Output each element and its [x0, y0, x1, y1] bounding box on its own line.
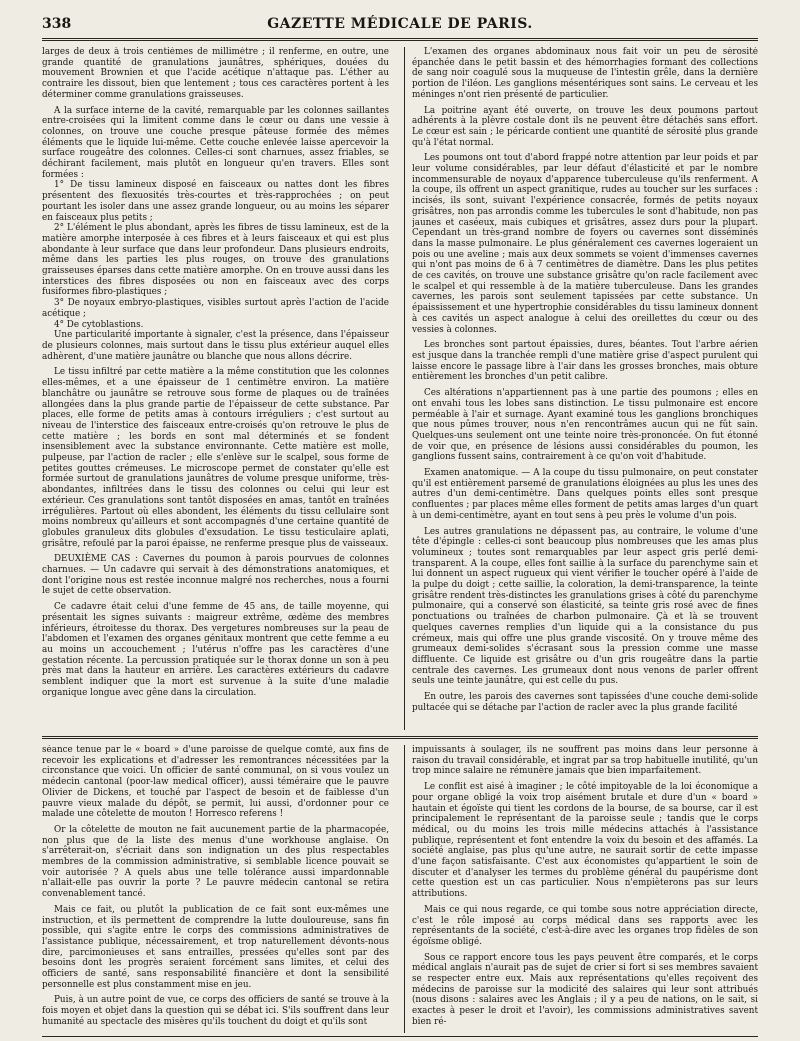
top-right-column: [412, 47, 758, 730]
bottom-left-column: [42, 745, 389, 1033]
paragraph: La poitrine ayant été ouverte, on trouve les deux poumons partout adhérents à la plèvre costale dont ils ne peuvent être détachés sans effort. Le cœur est sain ; le péricarde contient une quantité de sérosité plus grande qu'à l'état normal.: [412, 105, 758, 148]
column-divider: [404, 745, 405, 1033]
paragraph: 1° De tissu lamineux disposé en faisceaux ou nattes dont les fibres présentent des flexuosités très-courtes et très-rapprochées ; on peut pourtant les isoler dans une assez grande longueur, ou au moins les séparer en faisceaux plus petits ;: [42, 180, 389, 223]
paragraph: Mais ce fait, ou plutôt la publication de ce fait sont eux-mêmes une instruction, et ils permettent de comprendre la lutte douloureuse, sans fin possible, qui s'agite entre le corps des commissions administratives de l'assistance publique, nécessairement, et trop naturellement dévonts-nous dire, parcimonieuses et sans entrailles, pressées qu'elles sont par des besoins dont les progrès seraient forcément sans limites, et celui des officiers de santé, sans responsabilité financière et dont la sensibilité personnelle est plus constamment mise en jeu.: [42, 904, 389, 990]
paragraph: En outre, les parois des cavernes sont tapissées d'une couche demi-solide pultacée qui se détache par l'action de racler avec la plus grande facilité: [412, 692, 758, 713]
paragraph: Les bronches sont partout épaissies, dures, béantes. Tout l'arbre aérien est jusque dans la tranchée rempli d'une matière grise d'aspect purulent qui laisse encore le passage libre à l'air dans les grosses bronches, mais obture entièrement les bronches d'un petit calibre.: [412, 340, 758, 383]
paragraph: Examen anatomique. — A la coupe du tissu pulmonaire, on peut constater qu'il est entièrement parsemé de granulations éloignées au plus les unes des autres d'un demi-centimètre. Dans quelques points elles sont presque confluentes ; par places même elles forment de petits amas larges d'un quart à un demi-centimètre, ayant en tout sens à peu près le volume d'un pois.: [412, 468, 758, 521]
paragraph: A la surface interne de la cavité, remarquable par les colonnes saillantes entre-croisées qui la limitent comme dans le cœur ou dans une vessie à colonnes, on trouve une couche presque pâteuse formée des mêmes éléments que le liquide lui-même. Cette couche enlevée laisse apercevoir la surface rougeâtre des colonnes. Celles-ci sont charnues, assez friables, se déchirant facilement, mais plutôt en longueur qu'en travers. Elles sont formées :: [42, 105, 389, 180]
paragraph: Mais ce qui nous regarde, ce qui tombe sous notre appréciation directe, c'est le rôle imposé au corps médical dans ses rapports avec les représentants de la société, c'est-à-dire avec les organes trop fidèles de son égoïsme obligé.: [412, 904, 758, 947]
paragraph: L'examen des organes abdominaux nous fait voir un peu de sérosité épanchée dans le petit bassin et des hémorrhagies formant des collections de sang noir coagulé sous la muqueuse de l'intestin grêle, dans la dernière portion de l'iléon. Les ganglions mésentériques sont sains. Le cerveau et les méninges n'ont rien présenté de particulier.: [412, 47, 758, 100]
paragraph: impuissants à soulager, ils ne souffrent pas moins dans leur personne à raison du travail considérable, et ingrat par sa trop habituelle inutilité, qu'un trop mince salaire ne rémunère jamais que bien imparfaitement.: [412, 745, 758, 777]
top-left-column: [42, 47, 389, 730]
header-rule: [42, 38, 758, 39]
paragraph: 3° De noyaux embryo-plastiques, visibles surtout après l'action de l'acide acétique ;: [42, 298, 389, 319]
paragraph: larges de deux à trois centièmes de millimètre ; il renferme, en outre, une grande quantité de granulations jaunâtres, sphériques, douées du mouvement Brownien et que l'acide acétique n'attaque pas. L'éther au contraire les dissout, bien que lentement ; tous ces caractères portent à les déterminer comme granulations graisseuses.: [42, 47, 389, 100]
page-header: [42, 16, 758, 34]
case-heading-paragraph: DEUXIÈME CAS : Cavernes du poumon à parois pourvues de colonnes charnues. — Un cadavre qui servait à des démonstrations anatomiques, et dont l'origine nous est restée inconnue malgré nos recherches, nous a fourni le sujet de cette observation.: [42, 554, 389, 597]
column-divider: [404, 47, 405, 730]
journal-title: GAZETTE MÉDICALE DE PARIS.: [267, 16, 533, 32]
header-rule-double: [42, 40, 758, 41]
paragraph: 2° L'élément le plus abondant, après les fibres de tissu lamineux, est de la matière amorphe interposée à ces fibres et à leurs faisceaux et qui est plus abondante à leur surface que dans leur profondeur. Dans plusieurs endroits, même dans les parties les plus rouges, on trouve des granulations graisseuses éparses dans cette matière amorphe. On en trouve aussi dans les interstices des fibres disposées ou non en faisceaux avec des corps fusiformes fibro-plastiques ;: [42, 223, 389, 298]
paragraph: Le tissu infiltré par cette matière a la même constitution que les colonnes elles-mêmes, et a une épaisseur de 1 centimètre environ. La matière blanchâtre ou jaunâtre se retrouve sous forme de plaques ou de traînées allongées dans la plus grande partie de l'épaisseur de cette substance. Par places, elle forme de petits amas à contours irréguliers ; c'est surtout au niveau de l'interstice des faisceaux entre-croisés qu'on retrouve le plus de cette matière ; les bords en sont mal déterminés et se fondent insensiblement avec la substance environnante. Cette matière est molle, pulpeuse, par l'action de racler ; elle s'enlève sur le scalpel, sous forme de petites gouttes crémeuses. Le microscope permet de constater qu'elle est formée surtout de granulations jaunâtres de volume presque uniforme, très-abondantes, infiltrées dans le tissu des colonnes ou celui qui leur est extérieur. Ces granulations sont tantôt disposées en amas, tantôt en traînées irrégulières. Partout où elles abondent, les éléments du tissu cellulaire sont moins nombreux qu'ailleurs et sont accompagnés d'une certaine quantité de globules granuleux dits globules d'exsudation. Le tissu testiculaire aplati, grisâtre, refoulé par la paroi épaisse, ne renferme presque plus de vaisseaux.: [42, 367, 389, 549]
paragraph: Sous ce rapport encore tous les pays peuvent être comparés, et le corps médical anglais n'aurait pas de sujet de crier si fort si ses membres savaient se respecter entre eux. Mais aux représentations qu'elles reçoivent des médecins de paroisse sur la modicité des salaires qui leur sont attribués (nous disons : salaires avec les Anglais ; il y a peu de nations, on le sait, si exactes à peser le droit et l'avoir), les commissions administratives savent bien ré-: [412, 952, 758, 1027]
paragraph: 4° De cytoblastions.: [54, 319, 144, 330]
paragraph: Les poumons ont tout d'abord frappé notre attention par leur poids et par leur volume considérables, par leur défaut d'élasticité et par le nombre incommensurable de noyaux d'apparence tuberculeuse qu'ils renferment. A la coupe, ils offrent un aspect granitique, rudes au toucher sur les surfaces : incisés, ils sont, suivant l'expérience consacrée, formés de petits noyaux grisâtres, non pas arrondis comme les tubercules le sont d'habitude, non pas jaunes et caséeux, mais cubiques et grisâtres, assez durs pour la plupart. Cependant un très-grand nombre de foyers ou cavernes sont disséminés dans la masse pulmonaire. Le plus généralement ces cavernes logeraient un pois ou une aveline ; mais aux deux sommets se voient d'immenses cavernes qui n'ont pas moins de 6 à 7 centimètres de diamètre. Dans les plus petites de ces cavités, on trouve une substance grisâtre qu'on racle facilement avec le scalpel et qui ressemble à de la matière tuberculeuse. Dans les grandes cavernes, les parois sont seulement tapissées par cette substance. Un épaississement et une hypertrophie considérables du tissu lamineux donnent à ces cavités un aspect analogue à celui des oreillettes du cœur ou des vessies à colonnes.: [412, 153, 758, 335]
footer-rule: [42, 1036, 758, 1037]
paragraph: Le conflit est aisé à imaginer ; le côté impitoyable de la loi économique a pour organe obligé la voix trop aisément brutale et dure d'un « board » hautain et égoïste qui tient les cordons de la bourse, de sa bourse, car il est principalement le représentant de la paroisse seule ; tandis que le corps médical, ou du moins les trois mille médecins attachés à l'assistance publique, représentent et font entendre la voix du besoin et des affamés. La société anglaise, pas plus qu'une autre, ne saurait sortir de cette impasse d'une façon satisfaisante. C'est aux économistes qu'appartient le soin de discuter et d'analyser les termes du problème général du paupérisme dont cette question est un cas particulier. Nous n'empièterons pas sur leurs attributions.: [412, 782, 758, 900]
paragraph: Les autres granulations ne dépassent pas, au contraire, le volume d'une tête d'épingle : celles-ci sont beaucoup plus nombreuses que les amas plus volumineux ; toutes sont remarquables par leur aspect gris perlé demi-transparent. A la coupe, elles font saillie à la surface du parenchyme sain et lui donnent un aspect rugueux qui vient vérifier le toucher opéré à l'aide de la pulpe du doigt ; cette saillie, la coloration, la demi-transparence, la teinte grisâtre rendent très-distinctes les granulations grises à côté du parenchyme pulmonaire, qui a conservé son élasticité, sa teinte gris rosé avec de fines ponctuations ou traînées de charbon pulmonaire. Çà et là se trouvent quelques cavernes remplies d'un liquide qui a la consistance du pus crémeux, mais qui offre une plus grande viscosité. On y trouve même des grumeaux demi-solides s'écrasant sous la pression comme une masse diffluente. Ce liquide est grisâtre ou d'un gris rougeâtre dans la partie centrale des cavernes. Les grumeaux dont nous venons de parler offrent seuls une teinte jaunâtre, qui est celle du pus.: [412, 526, 758, 687]
bottom-right-column: [412, 745, 758, 1033]
paragraph: Ces altérations n'appartiennent pas à une partie des poumons ; elles en ont envahi tous les lobes sans distinction. Le tissu pulmonaire est encore perméable à l'air et surnage. Ayant examiné tous les ganglions bronchiques que nous pûmes trouver, nous n'en rencontrâmes aucun qui ne fût sain. Quelques-uns seulement ont une teinte noire très-prononcée. On fut étonné de voir que, en présence de lésions aussi considérables du poumon, les ganglions fussent sains, contrairement à ce qu'on voit d'habitude.: [412, 388, 758, 463]
paragraph: séance tenue par le « board » d'une paroisse de quelque comté, aux fins de recevoir les explications et d'adresser les remontrances nécessitées par la circonstance que voici. Un officier de santé communal, on si vous voulez un médecin cantonal (poor-law medical officer), aussi téméraire que le pauvre Olivier de Dickens, et touché par l'aspect de besoin et de faiblesse d'un pauvre vieux malade du dépôt, se permit, lui aussi, d'ordonner pour ce malade une côtelette de mouton ! Horresco referens !: [42, 745, 389, 820]
section-rule-double: [42, 738, 758, 739]
page-number: 338: [42, 16, 72, 32]
paragraph: Une particularité importante à signaler, c'est la présence, dans l'épaisseur de plusieurs colonnes, mais surtout dans le tissu plus extérieur auquel elles adhèrent, d'une matière jaunâtre ou blanche que nous allons décrire.: [42, 330, 389, 362]
section-rule: [42, 736, 758, 737]
paragraph: Ce cadavre était celui d'une femme de 45 ans, de taille moyenne, qui présentait les signes suivants : maigreur extrême, œdème des membres inférieurs, étroitesse du thorax. Des vergetures nombreuses sur la peau de l'abdomen et l'examen des organes génitaux montrent que cette femme a eu au moins un accouchement ; l'utérus n'offre pas les caractères d'une gestation récente. La percussion pratiquée sur le thorax donne un son à peu près mat dans la hauteur en arrière. Les caractères extérieurs du cadavre semblent indiquer que la mort est survenue à la suite d'une maladie organique longue avec gêne dans la circulation.: [42, 602, 389, 698]
paragraph: Puis, à un autre point de vue, ce corps des officiers de santé se trouve à la fois moyen et objet dans la question qui se débat ici. S'ils souffrent dans leur humanité au spectacle des misères qu'ils touchent du doigt et qu'ils sont: [42, 995, 389, 1027]
paragraph: Or la côtelette de mouton ne fait aucunement partie de la pharmacopée, non plus que de la liste des menus d'une workhouse anglaise. On s'arrêterait-on, s'écriait dans son indignation un des plus respectables membres de la commission administrative, si semblable licence pouvait se voir autorisée ? A quels abus une telle tolérance aussi impardonnable n'allait-elle pas ouvrir la porte ? Le pauvre médecin cantonal se retira convenablement tancé.: [42, 824, 389, 900]
